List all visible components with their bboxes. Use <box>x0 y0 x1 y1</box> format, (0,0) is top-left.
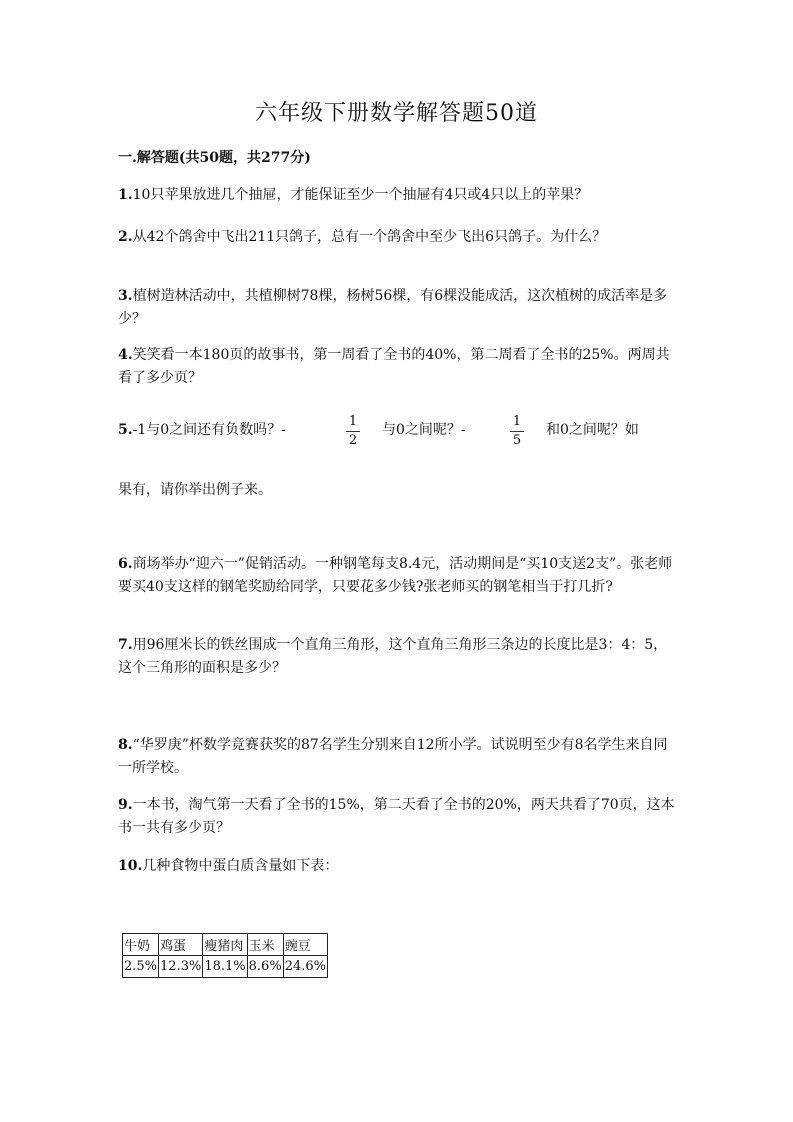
question-8 <box>118 734 678 780</box>
table-header-cell: 豌豆 <box>283 934 327 956</box>
page-title: 六年级下册数学解答题50道 <box>255 101 538 126</box>
question-number: 2. <box>118 229 133 245</box>
question-text: 用96厘米长的铁丝围成一个直角三角形，这个直角三角形三条边的长度比是3：4：5，这个三角形的面积是多少？ <box>118 637 668 676</box>
section-heading: 一.解答题(共50题，共277分) <box>118 150 311 166</box>
table-cell: 12.3% <box>159 956 203 978</box>
table-cell: 8.6% <box>247 956 283 978</box>
protein-content-table <box>122 933 328 978</box>
fraction-denominator: 2 <box>348 433 358 448</box>
question-number: 7. <box>118 637 133 653</box>
fraction-numerator: 1 <box>512 414 522 429</box>
question-2 <box>118 226 678 249</box>
question-text: 一本书，淘气第一天看了全书的15%，第二天看了全书的20%，两天共看了70页，这本书一共有多少页？ <box>118 797 675 836</box>
question-text: 从42个鸽舍中飞出211只鸽子，总有一个鸽舍中至少飞出6只鸽子。为什么？ <box>132 229 607 245</box>
question-text: 植树造林活动中，共植柳树78棵，杨树56棵，有6棵没能成活，这次植树的成活率是多少？ <box>118 288 668 327</box>
question-9 <box>118 794 678 840</box>
question-number: 9. <box>118 797 133 813</box>
table-cell: 18.1% <box>203 956 247 978</box>
table-cell: 24.6% <box>283 956 327 978</box>
question-7 <box>118 634 678 680</box>
fraction-bar <box>346 431 360 432</box>
table-header-cell: 鸡蛋 <box>159 934 203 956</box>
question-number: 6. <box>118 556 133 572</box>
question-text: “华罗庚”杯数学竞赛获奖的87名学生分别来自12所小学。试说明至少有8名学生来自同一所学校。 <box>118 737 668 776</box>
question-1 <box>118 184 678 207</box>
question-number: 1. <box>118 187 133 203</box>
table-header-cell: 玉米 <box>247 934 283 956</box>
table-header-row <box>123 934 328 956</box>
table-header-cell: 牛奶 <box>123 934 159 956</box>
question-3 <box>118 285 678 331</box>
question-number: 5. <box>118 422 133 438</box>
table-cell: 2.5% <box>123 956 159 978</box>
question-number: 4. <box>118 347 133 363</box>
fraction-bar <box>510 431 524 432</box>
question-text: 商场举办“迎六一”促销活动。一种钢笔每支8.4元，活动期间是“买10支送2支”。张老师要买40支这样的钢笔奖励给同学，只要花多少钱?张老师买的钢笔相当于打几折? <box>118 556 673 595</box>
fraction-one-half <box>346 414 360 449</box>
question-text-part3: 和0之间呢？如 <box>546 422 639 438</box>
table-row <box>123 956 328 978</box>
table-header-cell: 瘦猪肉 <box>203 934 247 956</box>
fraction-numerator: 1 <box>348 414 358 429</box>
question-text: 10只苹果放进几个抽屉，才能保证至少一个抽屉有4只或4只以上的苹果？ <box>132 187 589 203</box>
fraction-denominator: 5 <box>512 433 522 448</box>
question-text-part2: 与0之间呢？- <box>382 422 466 438</box>
question-number: 3. <box>118 288 133 304</box>
question-10 <box>118 855 678 878</box>
question-text-part1: -1与0之间还有负数吗？- <box>132 422 286 438</box>
question-number: 10. <box>118 858 143 874</box>
question-6 <box>118 553 678 599</box>
question-number: 8. <box>118 737 133 753</box>
question-text-line2: 果有，请你举出例子来。 <box>118 482 272 498</box>
question-4 <box>118 344 678 390</box>
question-text: 笑笑看一本180页的故事书，第一周看了全书的40%，第二周看了全书的25%。两周共看了多少页？ <box>118 347 670 386</box>
question-text: 几种食物中蛋白质含量如下表： <box>142 858 339 874</box>
fraction-one-fifth <box>510 414 524 449</box>
